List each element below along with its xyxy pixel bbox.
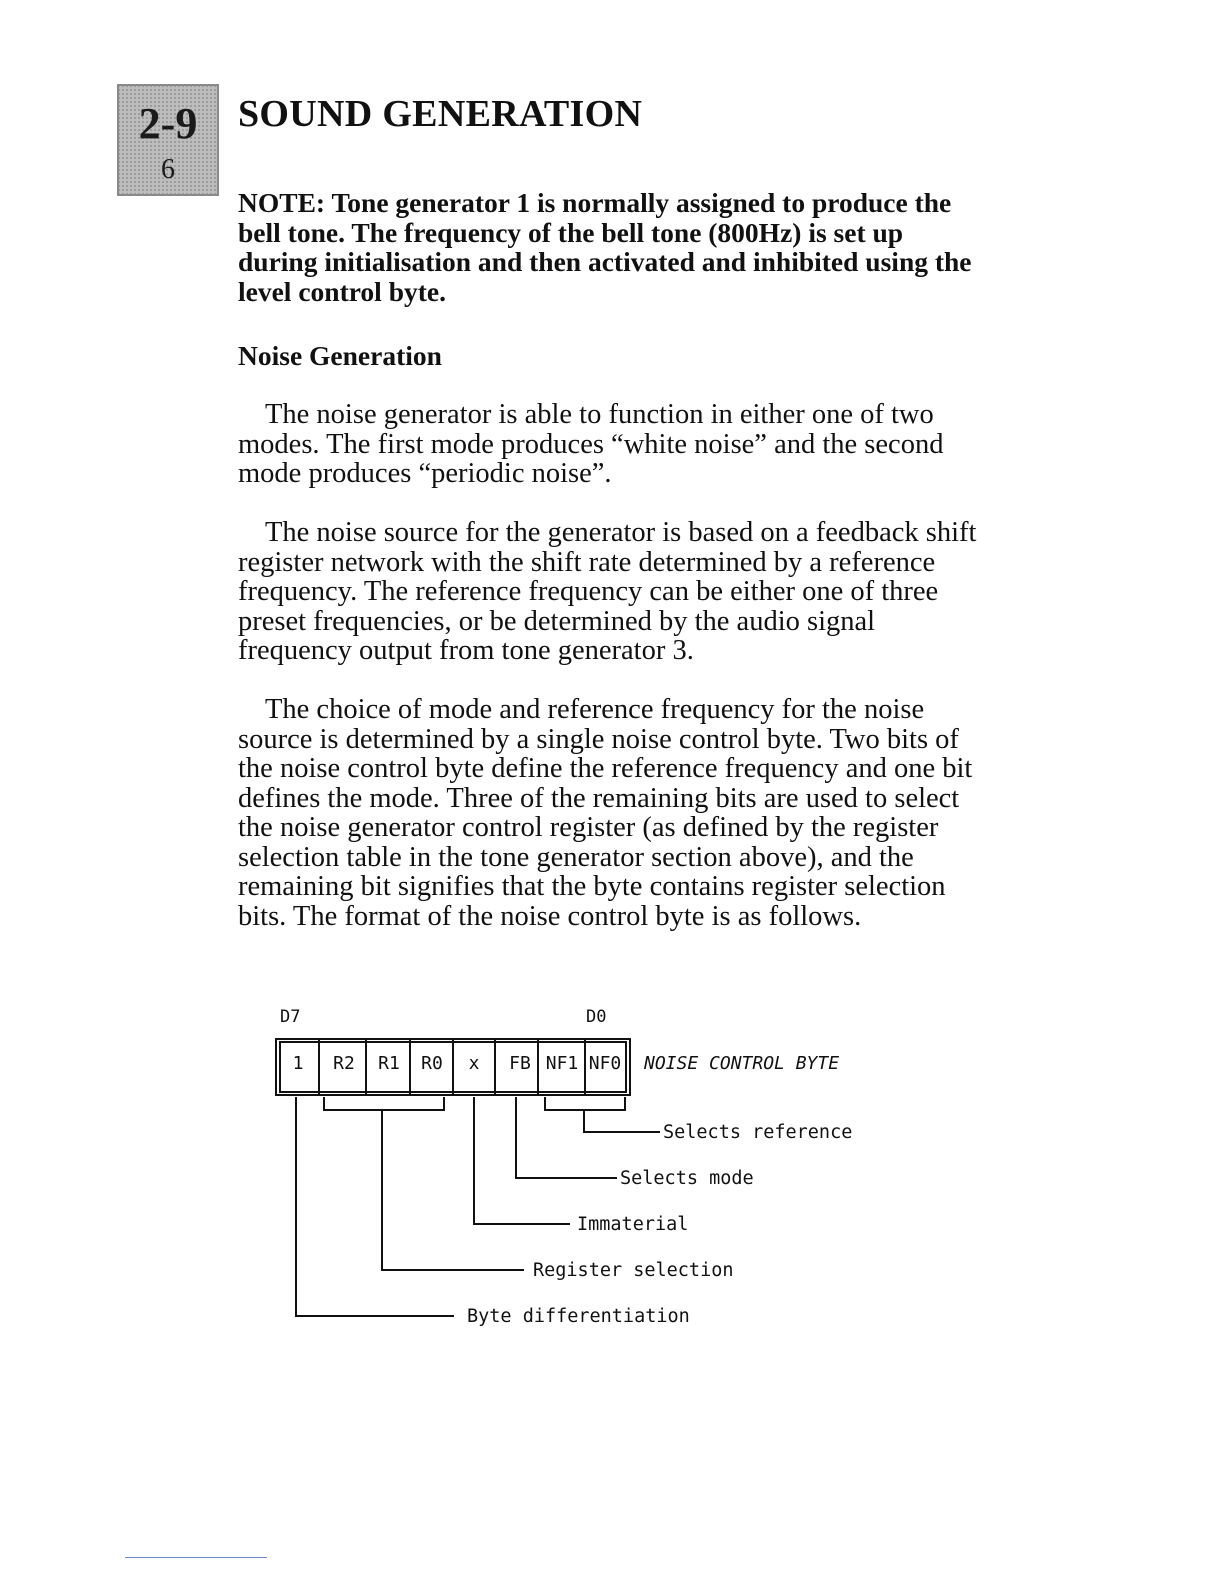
bit-cell-d1: NF1 (545, 1053, 579, 1074)
byte-diff-leader (296, 1097, 454, 1316)
page-title: SOUND GENERATION (238, 93, 643, 135)
section-tab (117, 84, 219, 196)
immaterial-leader (474, 1097, 570, 1224)
register-leader (382, 1110, 524, 1270)
bit-cell-d5: R1 (378, 1053, 400, 1074)
noise-control-byte-diagram (262, 995, 902, 1345)
annotation-selects-mode: Selects mode (620, 1168, 754, 1189)
bit-cell-d4: R0 (421, 1053, 443, 1074)
lsb-label: D0 (586, 1007, 607, 1027)
reference-bracket (545, 1097, 625, 1110)
register-bracket (324, 1097, 444, 1110)
bit-cell-d7: 1 (292, 1053, 304, 1074)
annotation-selects-reference: Selects reference (663, 1122, 853, 1143)
bit-cell-d0: NF0 (588, 1053, 622, 1074)
body-paragraph-2: The noise source for the generator is based on a feedback shift register network with the shift rate determined by a reference frequency. The reference frequency can be either one of three preset frequencies, or be determined by the audio signal frequency output from tone generator 3. (238, 517, 977, 666)
footer-rule (125, 1557, 267, 1558)
bit-cell-d2: FB (509, 1053, 531, 1074)
bit-cell-d6: R2 (333, 1053, 355, 1074)
body-paragraph-1: The noise generator is able to function in either one of two modes. The first mode produces “white noise” and the second mode produces “periodic noise”. (238, 399, 944, 489)
annotation-register-selection: Register selection (533, 1260, 734, 1281)
note-paragraph: NOTE: Tone generator 1 is normally assigned to produce the bell tone. The frequency of the bell tone (800Hz) is set up during initialisation and then activated and inhibited using the level control byte. (238, 187, 972, 307)
bit-cell-d3: x (468, 1053, 480, 1074)
page-number: 6 (161, 154, 175, 185)
leader-lines (296, 1097, 660, 1316)
section-subheading: Noise Generation (238, 340, 442, 371)
section-number: 2-9 (138, 99, 198, 148)
annotation-byte-differentiation: Byte differentiation (467, 1306, 690, 1327)
body-paragraph-3: The choice of mode and reference frequency for the noise source is determined by a single noise control byte. Two bits of the noise control byte define the reference frequency and one bit defines the mode. Three of the remaining bits are used to select the noise generator control register (as defined by the register selection table in the tone generator section above), and the remaining bit signifies that the byte contains register selection bits. The format of the noise control byte is as follows. (238, 694, 973, 932)
reference-leader (584, 1110, 660, 1132)
annotation-immaterial: Immaterial (577, 1214, 689, 1235)
byte-label: NOISE CONTROL BYTE (644, 1053, 840, 1074)
msb-label: D7 (280, 1007, 301, 1027)
